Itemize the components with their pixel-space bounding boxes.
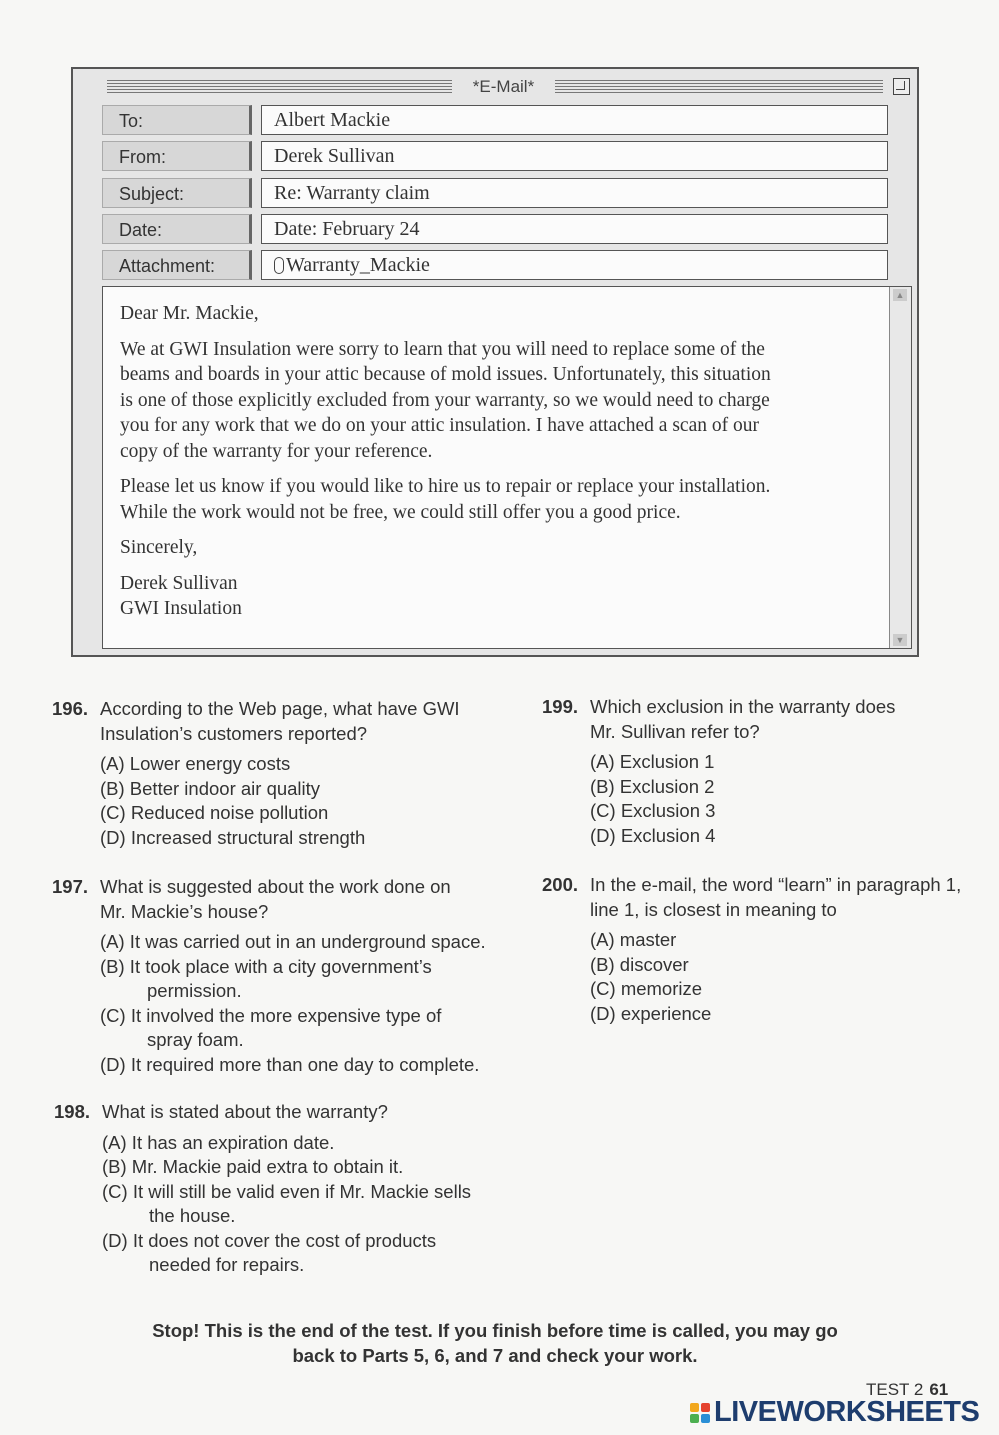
question-stem bbox=[102, 1100, 514, 1125]
question-stem bbox=[590, 695, 962, 744]
option-c[interactable]: (C) memorize bbox=[590, 978, 703, 999]
subject-label: Subject: bbox=[102, 178, 252, 208]
email-paragraph-1 bbox=[120, 337, 880, 465]
email-window bbox=[71, 67, 919, 657]
to-field: Albert Mackie bbox=[261, 105, 888, 135]
stem-line: line 1, is closest in meaning to bbox=[590, 898, 837, 920]
liveworksheets-watermark bbox=[690, 1396, 979, 1429]
option-d-continued: needed for repairs. bbox=[149, 1254, 305, 1275]
question-number: 198. bbox=[54, 1101, 91, 1122]
from-field: Derek Sullivan bbox=[261, 141, 888, 171]
question-stem bbox=[100, 875, 522, 924]
attachment-label: Attachment: bbox=[102, 250, 252, 280]
logo-square bbox=[690, 1414, 699, 1423]
scroll-up-arrow-icon[interactable]: ▲ bbox=[893, 289, 907, 301]
stem-line: What is suggested about the work done on bbox=[100, 876, 451, 897]
stop-notice bbox=[100, 1318, 890, 1368]
question-stem bbox=[590, 873, 992, 922]
email-body bbox=[102, 286, 912, 649]
attachment-filename: Warranty_Mackie bbox=[286, 254, 430, 276]
option-b[interactable]: (B) Mr. Mackie paid extra to obtain it. bbox=[102, 1156, 404, 1177]
stem-line: Which exclusion in the warranty does bbox=[590, 696, 896, 717]
stem-line: According to the Web page, what have GWI bbox=[100, 698, 460, 719]
email-window-title: *E-Mail* bbox=[472, 77, 535, 96]
answer-options bbox=[102, 1131, 514, 1278]
stem-line: Insulation’s customers reported? bbox=[100, 722, 368, 744]
option-d[interactable]: (D) Increased structural strength bbox=[100, 826, 366, 848]
scroll-down-arrow-icon[interactable]: ▼ bbox=[893, 634, 907, 646]
email-paragraph-2 bbox=[120, 474, 880, 525]
option-a[interactable]: (A) It has an expiration date. bbox=[102, 1131, 335, 1153]
date-label: Date: bbox=[102, 214, 252, 244]
watermark-text: LIVEWORKSHEETS bbox=[714, 1396, 980, 1428]
question-number: 199. bbox=[542, 696, 579, 717]
email-closing: Sincerely, bbox=[120, 537, 198, 558]
email-paragraph-1-line: is one of those explicitly excluded from your warranty, so we would need to charge bbox=[120, 389, 770, 411]
option-b[interactable]: (B) Exclusion 2 bbox=[590, 775, 715, 797]
option-b[interactable]: (B) Better indoor air quality bbox=[100, 777, 321, 799]
logo-square bbox=[701, 1414, 710, 1423]
logo-square bbox=[690, 1403, 699, 1412]
logo-square bbox=[701, 1403, 710, 1412]
email-paragraph-1-line: you for any work that we do on your attic insulation. I have attached a scan of our bbox=[120, 415, 759, 436]
subject-field: Re: Warranty claim bbox=[261, 178, 888, 208]
email-titlebar bbox=[107, 77, 917, 99]
option-d[interactable]: (D) Exclusion 4 bbox=[590, 824, 716, 846]
to-label: To: bbox=[102, 105, 252, 135]
stem-line: Mr. Sullivan refer to? bbox=[590, 720, 760, 742]
question-197 bbox=[52, 875, 522, 1077]
option-d[interactable]: (D) It does not cover the cost of products bbox=[102, 1229, 437, 1251]
question-number: 197. bbox=[52, 876, 89, 897]
stop-notice-line: back to Parts 5, 6, and 7 and check your work. bbox=[292, 1345, 698, 1366]
option-c[interactable]: (C) It involved the more expensive type of bbox=[100, 1004, 442, 1026]
date-field: Date: February 24 bbox=[261, 214, 888, 244]
option-d[interactable]: (D) experience bbox=[590, 1002, 712, 1024]
titlebar-stripes-right bbox=[555, 80, 883, 94]
option-d[interactable]: (D) It required more than one day to complete. bbox=[100, 1053, 480, 1075]
option-b[interactable]: (B) It took place with a city government’s bbox=[100, 955, 432, 977]
answer-options bbox=[590, 750, 962, 848]
email-paragraph-1-line: We at GWI Insulation were sorry to learn that you will need to replace some of the bbox=[120, 338, 765, 360]
stem-line: In the e-mail, the word “learn” in paragraph 1, bbox=[590, 874, 962, 895]
option-a[interactable]: (A) master bbox=[590, 929, 677, 950]
option-b-continued: permission. bbox=[147, 980, 242, 1001]
signature-name: Derek Sullivan bbox=[120, 572, 238, 594]
email-paragraph-2-line: While the work would not be free, we could still offer you a good price. bbox=[120, 501, 681, 523]
option-a[interactable]: (A) Lower energy costs bbox=[100, 753, 291, 774]
liveworksheets-logo-icon bbox=[690, 1403, 710, 1423]
option-c-continued: the house. bbox=[149, 1205, 236, 1226]
email-paragraph-2-line: Please let us know if you would like to hire us to repair or replace your installation. bbox=[120, 476, 771, 497]
titlebar-stripes-left bbox=[107, 80, 452, 94]
test-label: TEST 2 bbox=[866, 1380, 924, 1399]
stop-notice-line: Stop! This is the end of the test. If you finish before time is called, you may go bbox=[152, 1320, 838, 1341]
option-c[interactable]: (C) It will still be valid even if Mr. Mackie sells bbox=[102, 1180, 472, 1202]
page-number: 61 bbox=[929, 1380, 949, 1399]
question-199 bbox=[542, 695, 962, 848]
email-body-text bbox=[120, 301, 880, 632]
email-paragraph-1-line: beams and boards in your attic because of mold issues. Unfortunately, this situation bbox=[120, 364, 771, 385]
email-scrollbar[interactable] bbox=[889, 287, 911, 648]
email-signature bbox=[120, 571, 880, 622]
stem-line: What is stated about the warranty? bbox=[102, 1101, 388, 1122]
option-c-continued: spray foam. bbox=[147, 1029, 244, 1050]
option-a[interactable]: (A) It was carried out in an underground space. bbox=[100, 931, 486, 952]
option-c[interactable]: (C) Exclusion 3 bbox=[590, 800, 716, 821]
paperclip-icon bbox=[274, 257, 284, 274]
question-number: 200. bbox=[542, 874, 579, 895]
option-b[interactable]: (B) discover bbox=[590, 953, 689, 975]
question-number: 196. bbox=[52, 698, 89, 719]
answer-options bbox=[590, 928, 992, 1026]
question-198 bbox=[54, 1100, 514, 1278]
option-a[interactable]: (A) Exclusion 1 bbox=[590, 751, 715, 772]
signature-company: GWI Insulation bbox=[120, 598, 242, 619]
question-200 bbox=[542, 873, 992, 1026]
answer-options bbox=[100, 752, 492, 850]
from-label: From: bbox=[102, 141, 252, 171]
email-greeting: Dear Mr. Mackie, bbox=[120, 303, 259, 324]
question-stem bbox=[100, 697, 492, 746]
option-c[interactable]: (C) Reduced noise pollution bbox=[100, 802, 329, 823]
answer-options bbox=[100, 930, 522, 1077]
email-paragraph-1-line: copy of the warranty for your reference. bbox=[120, 440, 433, 462]
question-196 bbox=[52, 697, 492, 850]
stem-line: Mr. Mackie’s house? bbox=[100, 900, 269, 922]
attachment-field[interactable] bbox=[261, 250, 888, 280]
window-zoom-box-icon[interactable] bbox=[893, 78, 910, 95]
